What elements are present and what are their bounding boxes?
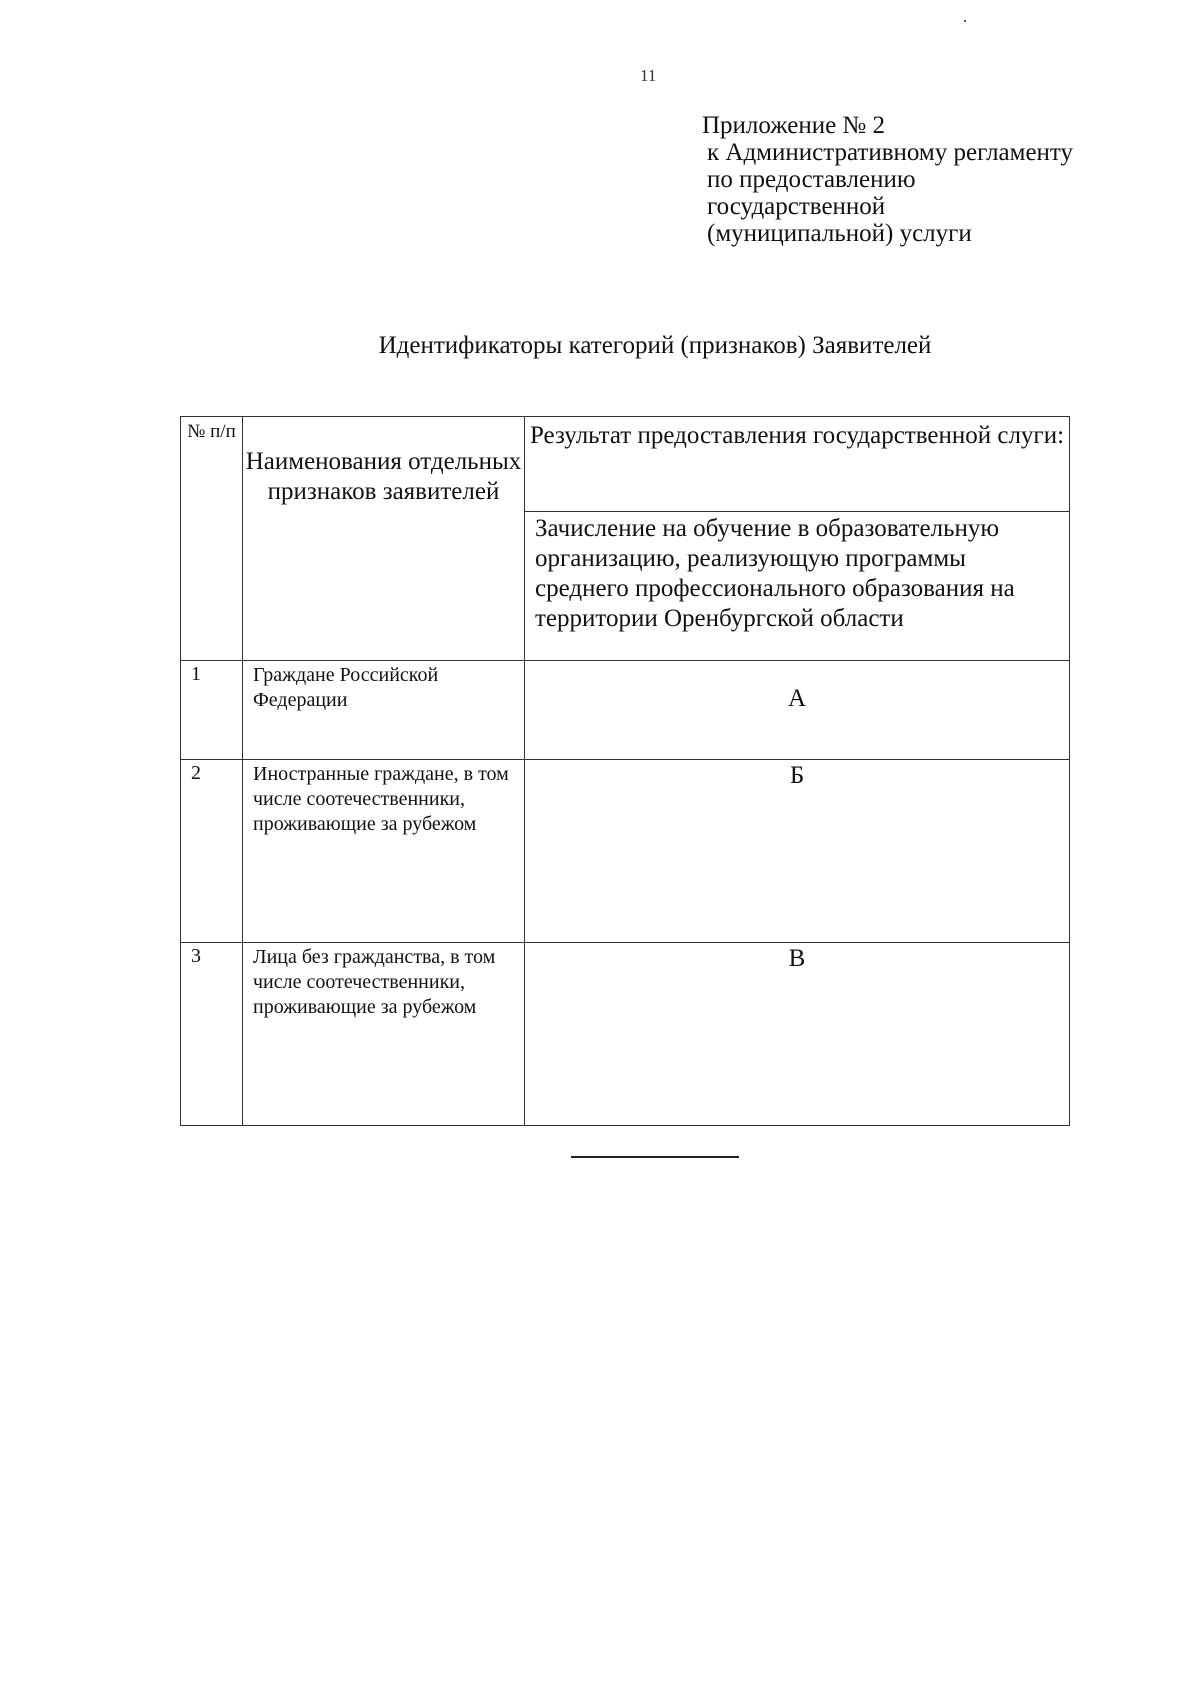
row-identifier-code: В xyxy=(525,943,1070,1126)
appendix-line: Приложение № 2 xyxy=(702,112,886,139)
appendix-header xyxy=(702,112,1172,247)
header-number: № п/п xyxy=(181,417,243,661)
row-identifier-code: Б xyxy=(525,760,1070,943)
header-name: Наименования отдельных признаков заявителей xyxy=(243,417,525,661)
end-of-document-rule xyxy=(571,1156,739,1158)
appendix-line: государственной xyxy=(707,193,886,220)
row-number: 1 xyxy=(181,661,243,760)
row-category-name: Лица без гражданства, в том числе соотечественники, проживающие за рубежом xyxy=(243,943,525,1126)
header-result: Результат предоставления государственной слуги: xyxy=(525,417,1070,512)
appendix-line: (муниципальной) услуги xyxy=(707,220,972,247)
row-number: 3 xyxy=(181,943,243,1126)
document-title: Идентификаторы категорий (признаков) Заявителей xyxy=(378,332,932,359)
row-category-name: Иностранные граждане, в том числе соотечественники, проживающие за рубежом xyxy=(243,760,525,943)
table-row xyxy=(181,661,1070,760)
row-number: 2 xyxy=(181,760,243,943)
header-result-service: Зачисление на обучение в образовательную организацию, реализующую программы среднего профессионального образования на территории Оренбургской области xyxy=(525,512,1070,661)
table-row xyxy=(181,760,1070,943)
applicant-identifiers-table xyxy=(180,416,1070,1126)
table-row xyxy=(181,943,1070,1126)
row-identifier-code: А xyxy=(525,661,1070,760)
scan-speck xyxy=(964,20,966,22)
page-number: 11 xyxy=(640,66,657,85)
table-header-row xyxy=(181,417,1070,512)
appendix-line: по предоставлению xyxy=(707,166,916,193)
appendix-line: к Административному регламенту xyxy=(707,139,1074,166)
row-category-name: Граждане Российской Федерации xyxy=(243,661,525,760)
